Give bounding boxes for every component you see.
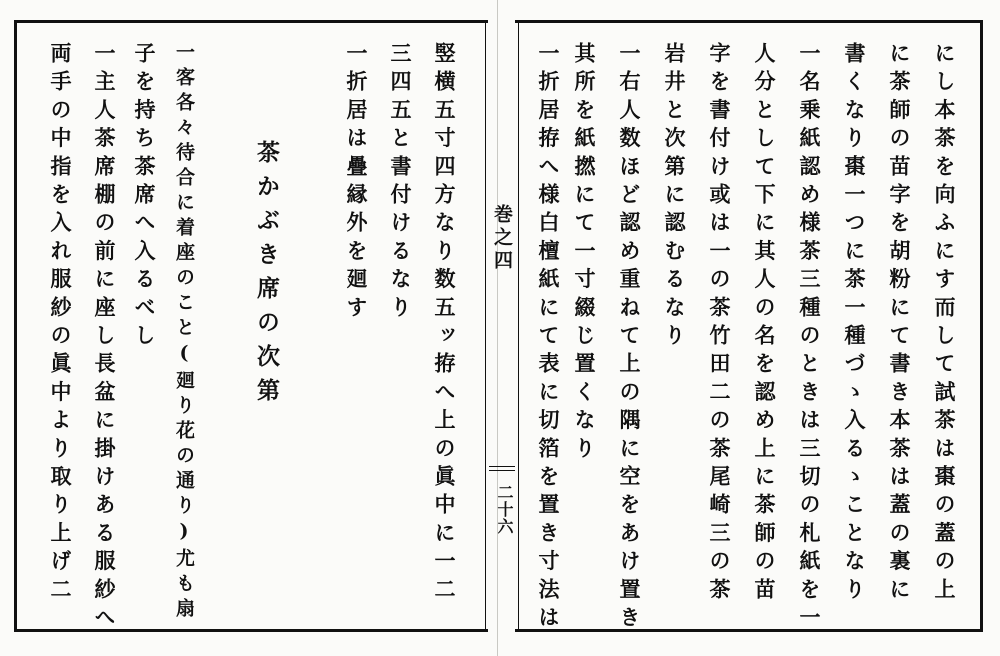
text-column: にし本茶を向ふにす而して試茶は棗の蓋の上 (932, 42, 957, 606)
section-heading: 茶かぶき席の次第 (253, 140, 280, 412)
gutter-rule-right (518, 20, 519, 632)
text-column: 字を書付け或は一の茶竹田二の茶尾崎三の茶 (707, 42, 732, 606)
page-number: 二十六 (495, 484, 514, 535)
text-column: 子を持ち茶席へ入るべし (132, 42, 157, 353)
text-column: 一主人茶席棚の前に座し長盆に掛けある服紗へ (92, 42, 117, 635)
gutter-mark (489, 470, 515, 471)
text-column: 一名乗紙認め様茶三種のときは三切の札紙を一 (797, 42, 822, 635)
text-column: 書くなり棗一つに茶一種づゝ入るゝことなり (842, 42, 867, 606)
text-column: に茶師の苗字を胡粉にて書き本茶は蓋の裏に (887, 42, 912, 606)
gutter-mark (489, 466, 515, 467)
volume-label: 巻之四 (491, 204, 513, 273)
gutter-rule-left (485, 20, 486, 632)
page-fold (497, 0, 498, 656)
text-column: 岩井と次第に認むるなり (662, 42, 687, 353)
text-column: 一折居は疊縁外を廻す (344, 42, 369, 324)
text-column: 三四五と書付けるなり (388, 42, 413, 324)
text-column: 竪横五寸四方なり数五ッ拵へ上の眞中に一二 (432, 42, 457, 606)
text-column: 一客各々待合に着座のこと(廻り花の通り)尤も扇 (173, 42, 195, 623)
text-column: 一右人数ほど認め重ねて上の隅に空をあけ置き (617, 42, 642, 635)
text-column: 其所を紙撚にて一寸綴じ置くなり (572, 42, 597, 465)
text-column: 一折居拵へ様白檀紙にて表に切箔を置き寸法は (536, 42, 561, 635)
text-column: 人分として下に其人の名を認め上に茶師の苗 (752, 42, 777, 606)
text-column: 両手の中指を入れ服紗の眞中より取り上げ二 (48, 42, 73, 606)
